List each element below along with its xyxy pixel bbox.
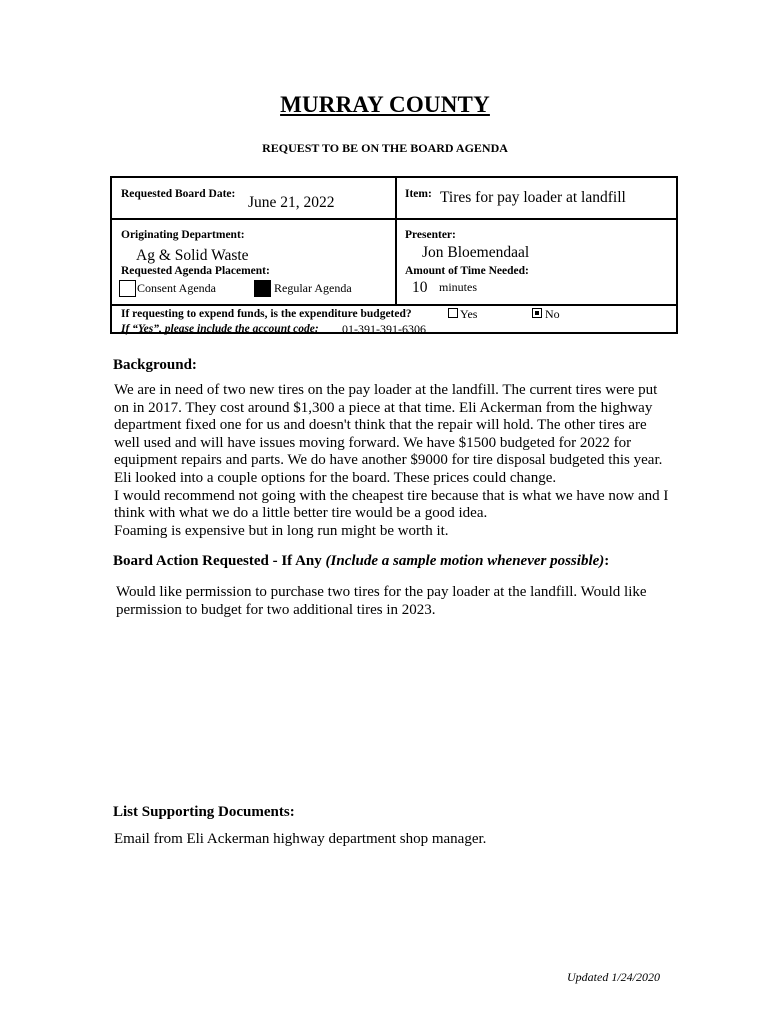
time-needed-unit: minutes — [439, 280, 477, 294]
regular-agenda-checkbox[interactable] — [254, 280, 271, 297]
requested-board-date-field[interactable]: June 21, 2022 — [248, 194, 335, 211]
board-action-heading-colon: : — [604, 553, 610, 569]
form-divider-row1 — [112, 218, 676, 220]
consent-agenda-label: Consent Agenda — [137, 281, 216, 295]
regular-agenda-label: Regular Agenda — [274, 281, 352, 295]
form-divider-column — [395, 178, 397, 304]
time-needed-field[interactable]: 10 — [412, 279, 428, 296]
form-divider-row2 — [112, 304, 676, 306]
account-code-label: If “Yes”, please include the account code: — [121, 323, 319, 335]
board-action-heading-note: (Include a sample motion whenever possible) — [325, 553, 605, 569]
agenda-placement-label: Requested Agenda Placement: — [121, 265, 270, 277]
board-action-text: Would like permission to purchase two tires for the pay loader at the landfill. Would like permission to budget for two additional tires in 2023. — [116, 584, 647, 618]
expend-question: If requesting to expend funds, is the expenditure budgeted? — [121, 308, 412, 320]
board-action-heading — [113, 553, 609, 570]
no-label: No — [545, 307, 560, 321]
yes-checkbox[interactable] — [448, 308, 458, 318]
originating-department-label: Originating Department: — [121, 229, 245, 241]
item-label: Item: — [405, 188, 432, 200]
request-form — [110, 176, 678, 334]
no-checkbox[interactable] — [532, 308, 542, 318]
item-field[interactable]: Tires for pay loader at landfill — [440, 189, 626, 206]
no-checked-mark — [535, 311, 539, 315]
presenter-field[interactable]: Jon Bloemendaal — [422, 244, 530, 261]
page-title: MURRAY COUNTY — [280, 92, 490, 117]
originating-department-field[interactable]: Ag & Solid Waste — [136, 247, 249, 264]
background-heading: Background: — [113, 357, 197, 373]
form-subtitle: REQUEST TO BE ON THE BOARD AGENDA — [262, 141, 508, 155]
time-needed-label: Amount of Time Needed: — [405, 265, 529, 277]
background-text: We are in need of two new tires on the pay loader at the landfill. The current tires were put on in 2017. They cost around $1,300 a piece at that time. Eli Ackerman from the highway department fixed one for us and doesn't think that the repair will hold. The other tires are well used and will have issues moving forward. We have $1500 budgeted for 2022 for equipment repairs and parts. We do have another $9000 for tire disposal budgeted this year. Eli looked into a couple options for the board. These prices could change. I would recommend not going with the cheapest tire because that is what we have now and I think with what we do a little better tire would be a good idea. Foaming is expensive but in long run might be worth it. — [114, 382, 669, 539]
supporting-documents-heading: List Supporting Documents: — [113, 804, 295, 820]
presenter-label: Presenter: — [405, 229, 456, 241]
supporting-documents-text: Email from Eli Ackerman highway department shop manager. — [114, 831, 487, 847]
requested-board-date-label: Requested Board Date: — [121, 188, 236, 200]
updated-date: Updated 1/24/2020 — [567, 970, 660, 984]
account-code-field[interactable]: 01-391-391-6306 — [342, 322, 426, 336]
consent-agenda-checkbox[interactable] — [119, 280, 136, 297]
board-action-heading-main: Board Action Requested - If Any — [113, 553, 326, 569]
yes-label: Yes — [460, 307, 478, 321]
